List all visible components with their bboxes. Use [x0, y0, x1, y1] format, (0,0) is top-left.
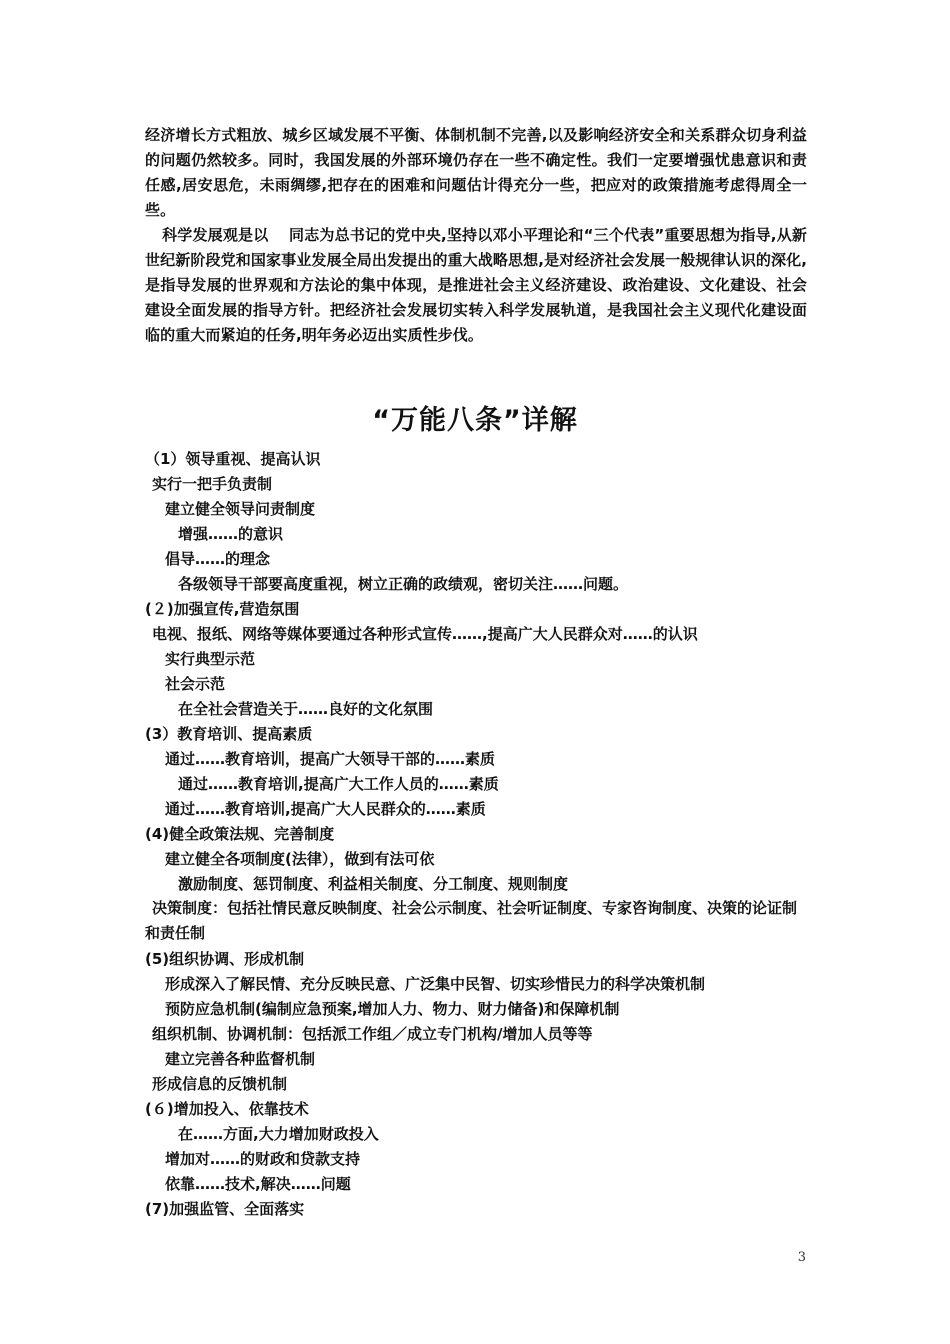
outline-item: 形成信息的反馈机制: [152, 1075, 288, 1093]
outline-item: 依靠……技术,解决……问题: [165, 1175, 351, 1193]
outline-item: 实行一把手负责制: [152, 475, 273, 493]
outline-item: 各级领导干部要高度重视，树立正确的政绩观，密切关注……问题。: [178, 575, 629, 593]
outline-item: 增加对……的财政和贷款支持: [165, 1150, 361, 1168]
outline-item: 激励制度、惩罚制度、利益相关制度、分工制度、规则制度: [178, 875, 569, 893]
intro-paragraph-1: 经济增长方式粗放、城乡区域发展不平衡、体制机制不完善,以及影响经济安全和关系群众切身利益的问题仍然较多。同时，我国发展的外部环境仍存在一些不确定性。我们一定要增强忧患意识和责任感,居安思危，未雨绸缪,把存在的困难和问题估计得充分一些，把应对的政策措施考虑得周全一些。: [145, 126, 807, 219]
outline-item: 电视、报纸、网络等媒体要通过各种形式宣传……,提高广大人民群众对……的认识: [152, 625, 698, 643]
outline-item: 建立完善各种监督机制: [165, 1050, 316, 1068]
outline-item: 增强……的意识: [178, 525, 284, 543]
outline-item: 组织机制、协调机制：包括派工作组／成立专门机构/增加人员等等: [152, 1025, 593, 1043]
outline-item: 预防应急机制(编制应急预案,增加人力、物力、财力储备)和保障机制: [165, 1000, 620, 1018]
outline-item: 形成深入了解民情、充分反映民意、广泛集中民智、切实珍惜民力的科学决策机制: [165, 975, 706, 993]
section-title: “万能八条”详解: [372, 405, 578, 436]
outline-item: 倡导……的理念: [165, 550, 271, 568]
outline-heading-4: (4)健全政策法规、完善制度: [145, 825, 335, 843]
intro-paragraph-2-text: 科学发展观是以 同志为总书记的党中央,坚持以邓小平理论和“三个代表”重要思想为指导,从新世纪新阶段党和国家事业发展全局出发提出的重大战略思想,是对经济社会发展一般规律认识的深化,是指导发展的世界观和方法论的集中体现，是推进社会主义经济建设、政治建设、文化建设、社会建设全面发展的指导方针。把经济社会发展切实转入科学发展轨道，是我国社会主义现代化建设面临的重大而紧迫的任务,明年务必迈出实质性步伐。: [145, 226, 807, 344]
page-number: 3: [797, 1250, 806, 1265]
outline-item: 建立健全各项制度(法律），做到有法可依: [165, 850, 435, 868]
outline-item: 通过……教育培训，提高广大领导干部的……素质: [165, 750, 496, 768]
outline-item: 决策制度：包括社情民意反映制度、社会公示制度、社会听证制度、专家咨询制度、决策的论证制和责任制: [145, 899, 798, 942]
outline-heading-6: (６)增加投入、依靠技术: [145, 1100, 309, 1118]
outline-heading-5: (5)组织协调、形成机制: [145, 950, 305, 968]
outline-heading-3: (3）教育培训、提高素质: [145, 725, 313, 743]
outline-item: 实行典型示范: [165, 650, 256, 668]
outline-item: 社会示范: [165, 675, 226, 693]
outline-item: 通过……教育培训,提高广大工作人员的……素质: [178, 775, 499, 793]
outline-item: 在全社会营造关于……良好的文化氛围: [178, 700, 434, 718]
outline-heading-2: (２)加强宣传,营造氛围: [145, 600, 300, 618]
intro-paragraph-2: [145, 223, 807, 348]
outline-item: 建立健全领导问责制度: [165, 500, 316, 518]
outline-heading-1: （1）领导重视、提高认识: [145, 450, 321, 468]
outline-heading-7: (7)加强监管、全面落实: [145, 1200, 305, 1218]
outline-item: 在……方面,大力增加财政投入: [178, 1125, 379, 1143]
outline-item: 通过……教育培训,提高广大人民群众的……素质: [165, 800, 486, 818]
